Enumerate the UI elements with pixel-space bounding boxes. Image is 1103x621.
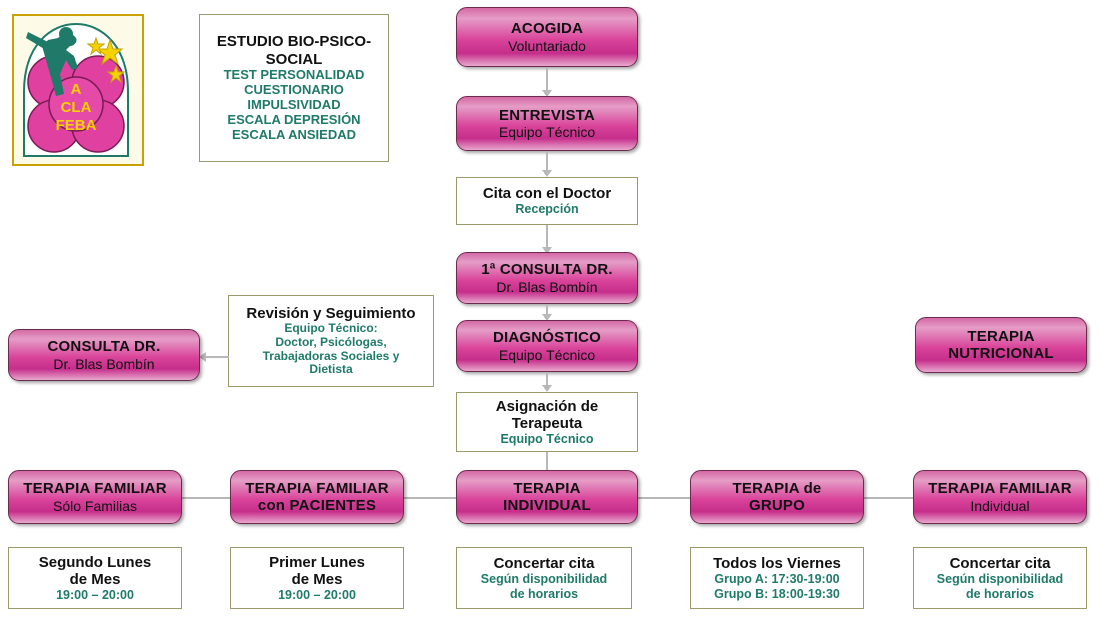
study-item-4: ESCALA ANSIEDAD: [232, 126, 356, 142]
asignacion-subtitle: Equipo Técnico: [500, 432, 594, 447]
study-title-line2: SOCIAL: [265, 50, 323, 68]
study-title-line1: ESTUDIO BIO-PSICO-: [216, 33, 372, 51]
therapy-2-detail-line1: Concertar cita: [493, 555, 595, 572]
therapy-0-title-line2: Sólo Familias: [52, 497, 138, 514]
therapy-3-detail-line4: Grupo B: 18:00-19:30: [714, 586, 840, 601]
node-terapia-familiar-con-pacientes[interactable]: [230, 470, 404, 524]
node-terapia-de-grupo[interactable]: [690, 470, 864, 524]
connector-asignacion-terapia-individual: [546, 452, 548, 470]
arrow-diagnostico-asignacion: [542, 385, 552, 392]
study-item-2: IMPULSIVIDAD: [247, 96, 341, 112]
connector-acogida-entrevista: [546, 67, 548, 92]
connector-revision-consulta: [205, 356, 229, 358]
therapy-4-title-line2: Individual: [970, 497, 1030, 514]
entrevista-title: ENTREVISTA: [499, 106, 595, 124]
arrow-entrevista-cita: [542, 170, 552, 177]
cita-doctor-title: Cita con el Doctor: [482, 185, 612, 203]
acogida-title: ACOGIDA: [510, 20, 584, 38]
therapy-2-title-line2: INDIVIDUAL: [503, 497, 591, 514]
asignacion-title-line2: Terapeuta: [511, 414, 583, 432]
therapy-2-detail-line3: Según disponibilidad: [480, 572, 608, 587]
acla-feba-logo: [12, 14, 144, 166]
arrow-revision-consulta: [199, 352, 206, 362]
study-item-1: CUESTIONARIO: [244, 81, 344, 97]
therapy-0-title-line1: TERAPIA FAMILIAR: [23, 480, 167, 498]
cita-doctor-subtitle: Recepción: [515, 202, 579, 217]
node-revision-seguimiento[interactable]: [228, 295, 434, 387]
node-diagnostico[interactable]: [456, 320, 638, 372]
node-acogida[interactable]: [456, 7, 638, 67]
therapy-0-detail-line2: de Mes: [69, 570, 121, 588]
acogida-subtitle: Voluntariado: [508, 37, 586, 54]
estudio-bio-psico-social-box: [199, 14, 389, 162]
detail-terapia-familiar-solo-familias[interactable]: [8, 547, 182, 609]
therapy-3-detail-line3: Grupo A: 17:30-19:00: [714, 572, 840, 587]
study-item-3: ESCALA DEPRESIÓN: [227, 111, 361, 127]
terapia-nutricional-line2: NUTRICIONAL: [948, 345, 1054, 362]
revision-line-2: Trabajadoras Sociales y: [262, 348, 400, 363]
therapy-3-title-line1: TERAPIA de: [732, 479, 822, 497]
detail-terapia-familiar-con-pacientes[interactable]: [230, 547, 404, 609]
svg-text:CLA: CLA: [60, 99, 92, 116]
revision-line-1: Doctor, Psicólogas,: [275, 334, 387, 349]
therapy-4-detail-line1: Concertar cita: [949, 555, 1051, 572]
therapy-4-detail-line4: de horarios: [965, 586, 1035, 601]
primera-consulta-subtitle: Dr. Blas Bombín: [496, 278, 598, 295]
therapy-3-detail-line1: Todos los Viernes: [713, 555, 841, 572]
entrevista-subtitle: Equipo Técnico: [498, 124, 596, 141]
revision-line-3: Dietista: [309, 362, 353, 377]
therapy-4-title-line1: TERAPIA FAMILIAR: [928, 480, 1072, 498]
node-terapia-familiar-solo-familias[interactable]: [8, 470, 182, 524]
node-terapia-individual[interactable]: [456, 470, 638, 524]
consulta-dr-title: CONSULTA DR.: [47, 338, 161, 356]
svg-text:FEBA: FEBA: [55, 117, 97, 134]
therapy-1-title-line2: con PACIENTES: [257, 497, 377, 514]
revision-line-0: Equipo Técnico:: [284, 321, 378, 336]
therapy-0-detail-line1: Segundo Lunes: [38, 553, 152, 571]
study-item-0: TEST PERSONALIDAD: [223, 66, 365, 82]
therapy-1-detail-line2: de Mes: [291, 570, 343, 588]
therapy-1-detail-line3: 19:00 – 20:00: [278, 588, 356, 603]
diagnostico-subtitle: Equipo Técnico: [498, 346, 596, 363]
therapy-2-title-line1: TERAPIA: [513, 479, 581, 497]
node-terapia-familiar-individual[interactable]: [913, 470, 1087, 524]
terapia-nutricional-line1: TERAPIA: [967, 327, 1035, 345]
therapy-3-title-line2: GRUPO: [748, 497, 805, 514]
primera-consulta-title: 1ª CONSULTA DR.: [481, 261, 613, 279]
detail-terapia-familiar-individual[interactable]: [913, 547, 1087, 609]
detail-terapia-individual[interactable]: [456, 547, 632, 609]
svg-text:A: A: [70, 81, 82, 98]
logo-artwork: [14, 16, 138, 160]
node-entrevista[interactable]: [456, 96, 638, 151]
consulta-dr-subtitle: Dr. Blas Bombín: [53, 355, 155, 372]
therapy-2-detail-line4: de horarios: [509, 586, 579, 601]
therapy-4-detail-line3: Según disponibilidad: [936, 572, 1064, 587]
node-cita-con-el-doctor[interactable]: [456, 177, 638, 225]
asignacion-title-line1: Asignación de: [495, 397, 599, 415]
therapy-1-detail-line1: Primer Lunes: [269, 553, 365, 571]
node-asignacion-terapeuta[interactable]: [456, 392, 638, 452]
node-primera-consulta-dr[interactable]: [456, 252, 638, 304]
therapy-0-detail-line3: 19:00 – 20:00: [56, 588, 134, 603]
detail-terapia-de-grupo[interactable]: [690, 547, 864, 609]
revision-title: Revisión y Seguimiento: [246, 304, 416, 322]
node-consulta-dr[interactable]: [8, 329, 200, 381]
therapy-1-title-line1: TERAPIA FAMILIAR: [245, 479, 389, 497]
diagnostico-title: DIAGNÓSTICO: [492, 329, 602, 347]
node-terapia-nutricional[interactable]: [915, 317, 1087, 373]
